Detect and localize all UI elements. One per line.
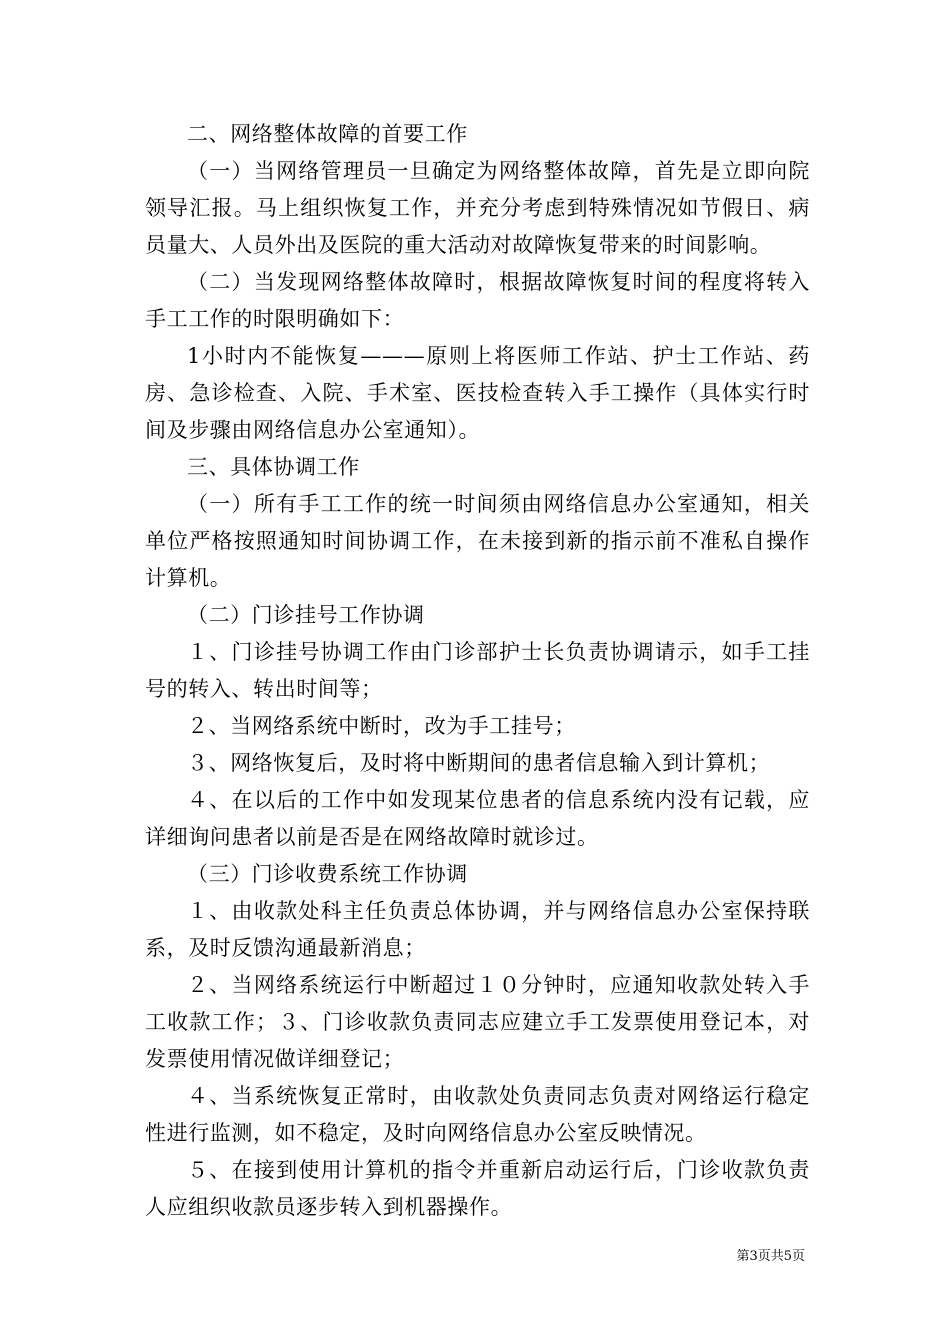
- list-item: １、由收款处科主任负责总体协调，并与网络信息办公室保持联系，及时反馈沟通最新消息；: [145, 899, 810, 960]
- list-item: ３、网络恢复后，及时将中断期间的患者信息输入到计算机；: [187, 751, 771, 775]
- list-item: ２、当网络系统中断时，改为手工挂号；: [187, 714, 576, 738]
- list-item: １、门诊挂号协调工作由门诊部护士长负责协调请示，如手工挂号的转入、转出时间等；: [145, 640, 810, 701]
- paragraph: （一）当网络管理员一旦确定为网络整体故障，首先是立即向院领导汇报。马上组织恢复工作，并充分考虑到特殊情况如节假日、病员量大、人员外出及医院的重大活动对故障恢复带来的时间影响。: [145, 159, 810, 257]
- list-item: ４、当系统恢复正常时，由收款处负责同志负责对网络运行稳定性进行监测，如不稳定，及时向网络信息办公室反映情况。: [145, 1084, 810, 1145]
- paragraph: （二）当发现网络整体故障时，根据故障恢复时间的程度将转入手工工作的时限明确如下：: [145, 270, 810, 331]
- paragraph: （一）所有手工工作的统一时间须由网络信息办公室通知，相关单位严格按照通知时间协调工作，在未接到新的指示前不准私自操作计算机。: [145, 492, 810, 590]
- section-heading-2: 二、网络整体故障的首要工作: [187, 122, 468, 146]
- subsection-heading: （三）门诊收费系统工作协调: [187, 862, 468, 886]
- subsection-heading: （二）门诊挂号工作协调: [187, 603, 425, 627]
- list-item: ４、在以后的工作中如发现某位患者的信息系统内没有记载，应详细询问患者以前是否是在网络故障时就诊过。: [145, 788, 810, 849]
- paragraph: 1小时内不能恢复———原则上将医师工作站、护士工作站、药房、急诊检查、入院、手术室、医技检查转入手工操作（具体实行时间及步骤由网络信息办公室通知）。: [145, 344, 810, 442]
- page-number: 第3页共5页: [736, 1249, 805, 1264]
- document-body: [145, 116, 810, 1226]
- section-heading-3: 三、具体协调工作: [187, 455, 360, 479]
- list-item: ２、当网络系统运行中断超过１０分钟时，应通知收款处转入手工收款工作；３、门诊收款负责同志应建立手工发票使用登记本，对发票使用情况做详细登记；: [145, 973, 810, 1071]
- list-item: ５、在接到使用计算机的指令并重新启动运行后，门诊收款负责人应组织收款员逐步转入到机器操作。: [145, 1158, 810, 1219]
